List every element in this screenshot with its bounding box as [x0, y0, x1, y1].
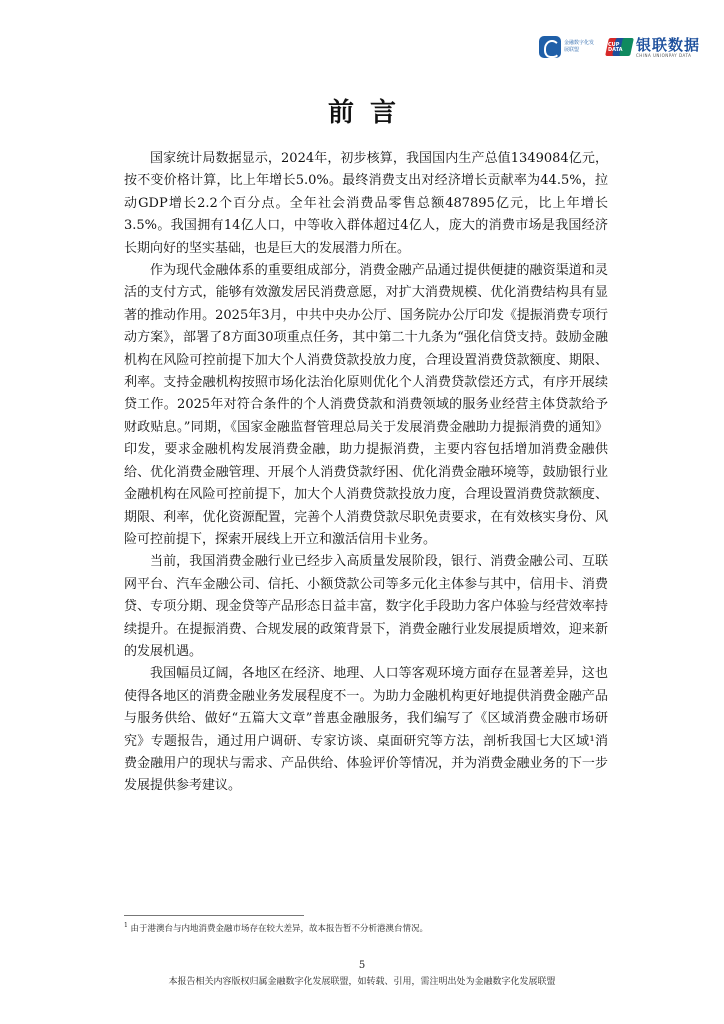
page-number: 5 — [358, 960, 366, 971]
cupdata-logo — [606, 37, 700, 58]
paragraph-2: 作为现代金融体系的重要组成部分，消费金融产品通过提供便捷的融资渠道和灵活的支付方式，能够有效激发居民消费意愿，对扩大消费规模、优化消费结构具有显著的推动作用。2025年3月，中共中央办公厅、国务院办公厅印发《提振消费专项行动方案》，部署了8方面30项重点任务，其中第二十九条为“强化信贷支持。鼓励金融机构在风险可控前提下加大个人消费贷款投放力度，合理设置消费贷款额度、期限、利率。支持金融机构按照市场化法治化原则优化个人消费贷款偿还方式，有序开展续贷工作。2025年对符合条件的个人消费贷款和消费领域的服务业经营主体贷款给予财政贴息。”同期，《国家金融监督管理总局关于发展消费金融助力提振消费的通知》印发，要求金融机构发展消费金融，助力提振消费，主要内容包括增加消费金融供给、优化消费金融管理、开展个人消费贷款纾困、优化消费金融环境等，鼓励银行业金融机构在风险可控前提下，加大个人消费贷款投放力度，合理设置消费贷款额度、期限、利率，优化资源配置，完善个人消费贷款尽职免责要求，在有效核实身份、风险可控前提下，探索开展线上开立和激活信用卡业务。 — [124, 263, 608, 547]
page-title: 前言 — [327, 98, 412, 128]
copyright-notice: 本报告相关内容版权归属金融数字化发展联盟，如转载、引用，需注明出处为金融数字化发展联盟 — [168, 977, 556, 987]
footnote-mark: 1 — [124, 922, 128, 930]
preface-body — [124, 148, 608, 798]
alliance-logo-icon — [539, 36, 561, 58]
footnote-divider — [124, 915, 304, 916]
cup-data-icon — [606, 38, 632, 56]
paragraph-1: 国家统计局数据显示，2024年，初步核算，我国国内生产总值1349084亿元，按不变价格计算，比上年增长5.0%。最终消费支出对经济增长贡献率为44.5%，拉动GDP增长2.2个百分点。全年社会消费品零售总额487895亿元，比上年增长3.5%。我国拥有14亿人口，中等收入群体超过4亿人，庞大的消费市场是我国经济长期向好的坚实基础，也是巨大的发展潜力所在。 — [124, 151, 608, 256]
paragraph-4: 我国幅员辽阔，各地区在经济、地理、人口等客观环境方面存在显著差异，这也使得各地区的消费金融业务发展程度不一。为助力金融机构更好地提供消费金融产品与服务供给、做好“五篇大文章”普惠金融服务，我们编写了《区域消费金融市场研究》专题报告，通过用户调研、专家访谈、桌面研究等方法，剖析我国七大区域¹消费金融用户的现状与需求、产品供给、体验评价等情况，并为消费金融业务的下一步发展提供参考建议。 — [124, 666, 608, 794]
alliance-logo — [539, 36, 598, 58]
cupdata-logo-name: 银联数据 — [635, 35, 700, 54]
cup-data-mark: CUP DATA — [607, 42, 623, 53]
alliance-logo-text: 金融数字化发展联盟 — [563, 40, 594, 53]
header-logos — [539, 36, 700, 58]
footnote-text: 由于港澳台与内地消费金融市场存在较大差异，故本报告暂不分析港澳台情况。 — [130, 924, 429, 934]
paragraph-3: 当前，我国消费金融行业已经步入高质量发展阶段，银行、消费金融公司、互联网平台、汽车金融公司、信托、小额贷款公司等多元化主体参与其中，信用卡、消费贷、专项分期、现金贷等产品形态日益丰富，数字化手段助力客户体验与经营效率持续提升。在提振消费、合规发展的政策背景下，消费金融行业发展提质增效，迎来新的发展机遇。 — [124, 554, 608, 659]
cupdata-logo-en: CHINA UNIONPAY DATA — [635, 52, 692, 58]
footnote — [124, 922, 428, 934]
